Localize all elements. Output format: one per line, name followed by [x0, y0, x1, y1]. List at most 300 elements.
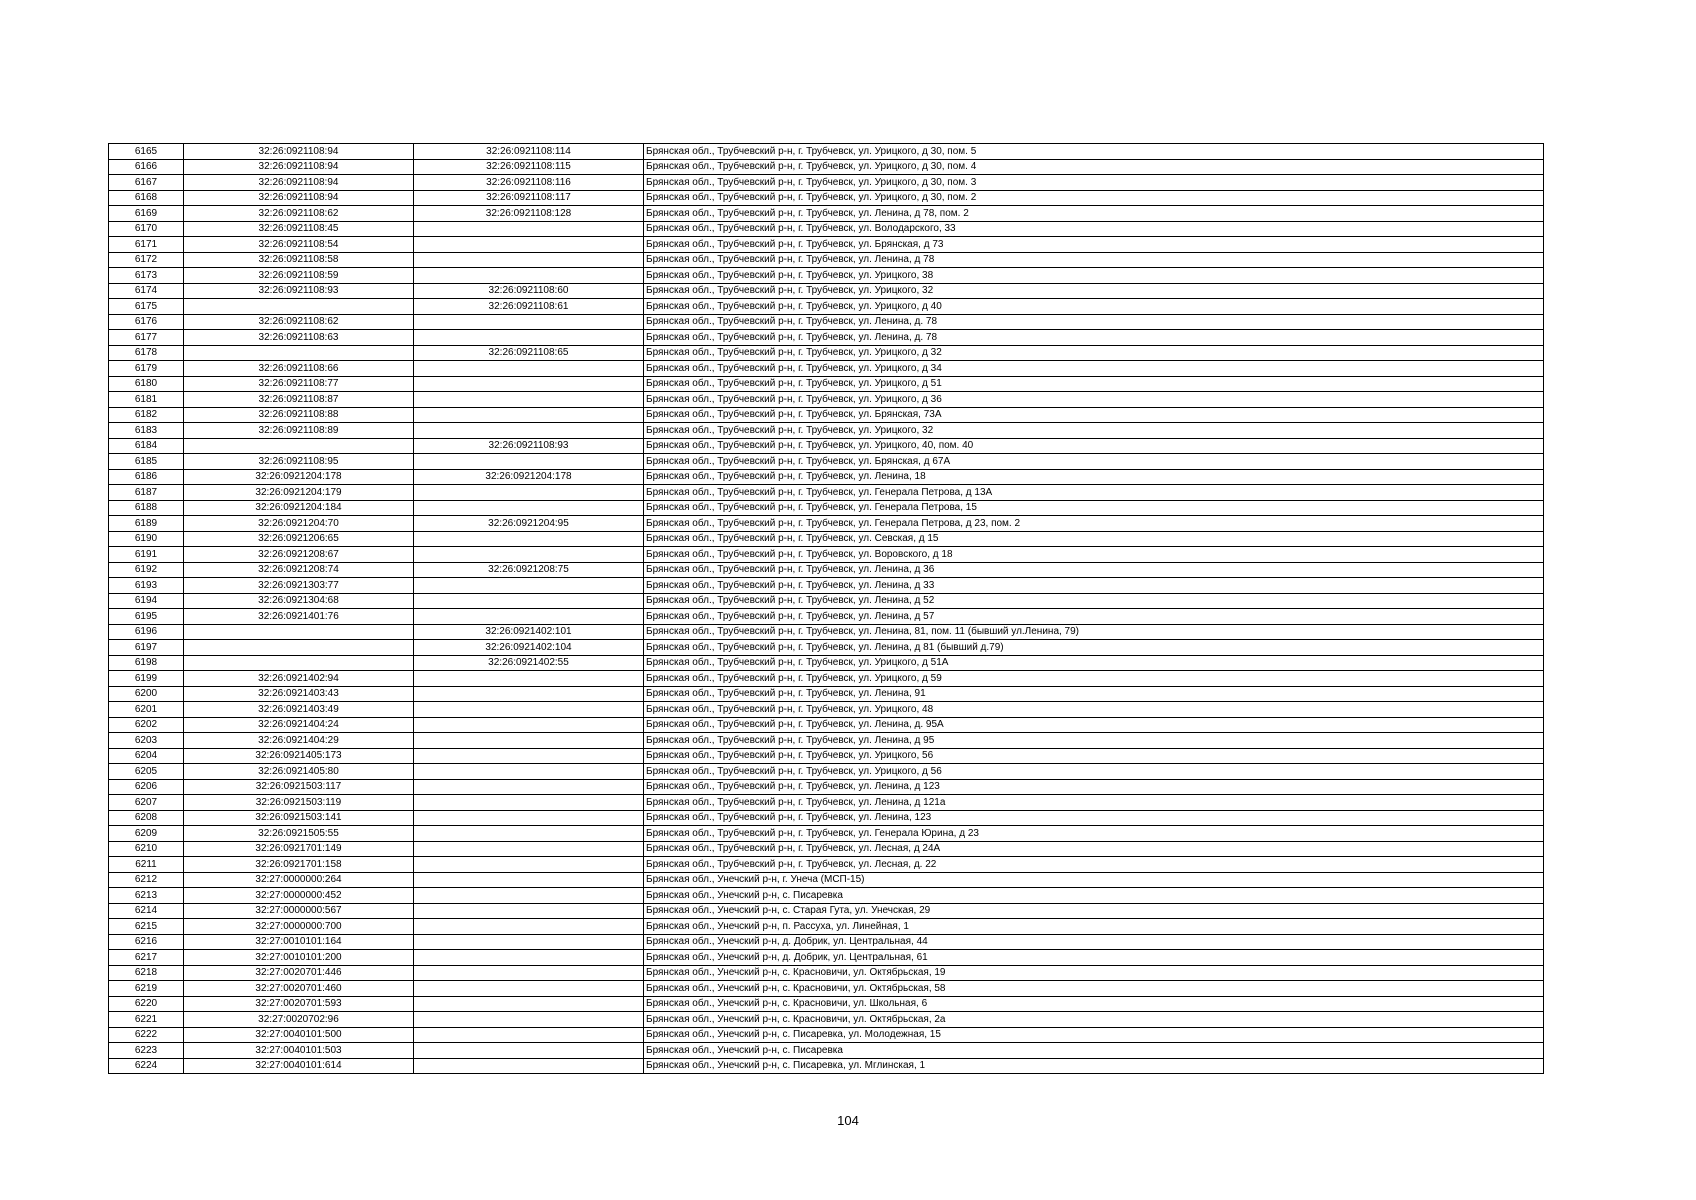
- parcel-cadastral-number-cell: [184, 624, 414, 640]
- table-row: [109, 671, 1544, 687]
- row-number-cell: 6205: [109, 764, 184, 780]
- address-cell: Брянская обл., Трубчевский р-н, г. Трубчевск, ул. Урицкого, 48: [644, 702, 1544, 718]
- object-cadastral-number-cell: 32:26:0921108:117: [414, 190, 644, 206]
- table-row: [109, 593, 1544, 609]
- address-cell: Брянская обл., Трубчевский р-н, г. Трубчевск, ул. Ленина, д 52: [644, 593, 1544, 609]
- address-cell: Брянская обл., Унечский р-н, с. Красновичи, ул. Школьная, 6: [644, 996, 1544, 1012]
- object-cadastral-number-cell: [414, 454, 644, 470]
- page-number: 104: [837, 1113, 859, 1128]
- row-number-cell: 6166: [109, 159, 184, 175]
- parcel-cadastral-number-cell: 32:26:0921405:80: [184, 764, 414, 780]
- object-cadastral-number-cell: 32:26:0921108:60: [414, 283, 644, 299]
- parcel-cadastral-number-cell: 32:26:0921108:94: [184, 159, 414, 175]
- address-cell: Брянская обл., Трубчевский р-н, г. Трубчевск, ул. Брянская, д 67А: [644, 454, 1544, 470]
- address-cell: Брянская обл., Трубчевский р-н, г. Трубчевск, ул. Урицкого, 38: [644, 268, 1544, 284]
- parcel-cadastral-number-cell: 32:26:0921108:89: [184, 423, 414, 439]
- object-cadastral-number-cell: 32:26:0921402:101: [414, 624, 644, 640]
- address-cell: Брянская обл., Трубчевский р-н, г. Трубчевск, ул. Ленина, д 121а: [644, 795, 1544, 811]
- address-cell: Брянская обл., Трубчевский р-н, г. Трубчевск, ул. Урицкого, д 56: [644, 764, 1544, 780]
- row-number-cell: 6186: [109, 469, 184, 485]
- parcel-cadastral-number-cell: 32:26:0921401:76: [184, 609, 414, 625]
- object-cadastral-number-cell: [414, 407, 644, 423]
- address-cell: Брянская обл., Унечский р-н, с. Красновичи, ул. Октябрьская, 2а: [644, 1012, 1544, 1028]
- table-row: [109, 950, 1544, 966]
- row-number-cell: 6206: [109, 779, 184, 795]
- object-cadastral-number-cell: [414, 330, 644, 346]
- row-number-cell: 6201: [109, 702, 184, 718]
- parcel-cadastral-number-cell: 32:26:0921208:67: [184, 547, 414, 563]
- address-cell: Брянская обл., Трубчевский р-н, г. Трубчевск, ул. Генерала Юрина, д 23: [644, 826, 1544, 842]
- table-row: [109, 361, 1544, 377]
- address-cell: Брянская обл., Трубчевский р-н, г. Трубчевск, ул. Урицкого, д 30, пом. 2: [644, 190, 1544, 206]
- row-number-cell: 6219: [109, 981, 184, 997]
- parcel-cadastral-number-cell: 32:26:0921108:87: [184, 392, 414, 408]
- object-cadastral-number-cell: [414, 686, 644, 702]
- row-number-cell: 6197: [109, 640, 184, 656]
- address-cell: Брянская обл., Трубчевский р-н, г. Трубчевск, ул. Ленина, д 57: [644, 609, 1544, 625]
- parcel-cadastral-number-cell: 32:26:0921108:54: [184, 237, 414, 253]
- row-number-cell: 6209: [109, 826, 184, 842]
- table-row: [109, 237, 1544, 253]
- object-cadastral-number-cell: [414, 392, 644, 408]
- table-row: [109, 392, 1544, 408]
- table-row: [109, 330, 1544, 346]
- object-cadastral-number-cell: [414, 950, 644, 966]
- object-cadastral-number-cell: [414, 981, 644, 997]
- object-cadastral-number-cell: [414, 888, 644, 904]
- row-number-cell: 6168: [109, 190, 184, 206]
- table-row: [109, 888, 1544, 904]
- address-cell: Брянская обл., Трубчевский р-н, г. Трубчевск, ул. Ленина, 123: [644, 810, 1544, 826]
- address-cell: Брянская обл., Трубчевский р-н, г. Трубчевск, ул. Урицкого, д 59: [644, 671, 1544, 687]
- parcel-cadastral-number-cell: 32:26:0921108:62: [184, 206, 414, 222]
- parcel-cadastral-number-cell: 32:26:0921204:178: [184, 469, 414, 485]
- parcel-cadastral-number-cell: 32:26:0921108:88: [184, 407, 414, 423]
- object-cadastral-number-cell: [414, 500, 644, 516]
- row-number-cell: 6177: [109, 330, 184, 346]
- row-number-cell: 6171: [109, 237, 184, 253]
- object-cadastral-number-cell: [414, 919, 644, 935]
- address-cell: Брянская обл., Унечский р-н, с. Красновичи, ул. Октябрьская, 58: [644, 981, 1544, 997]
- object-cadastral-number-cell: [414, 795, 644, 811]
- object-cadastral-number-cell: 32:26:0921108:115: [414, 159, 644, 175]
- parcel-cadastral-number-cell: 32:26:0921505:55: [184, 826, 414, 842]
- object-cadastral-number-cell: [414, 996, 644, 1012]
- object-cadastral-number-cell: 32:26:0921108:93: [414, 438, 644, 454]
- table-row: [109, 485, 1544, 501]
- row-number-cell: 6176: [109, 314, 184, 330]
- object-cadastral-number-cell: [414, 361, 644, 377]
- parcel-cadastral-number-cell: 32:26:0921404:24: [184, 717, 414, 733]
- parcel-cadastral-number-cell: 32:27:0040101:500: [184, 1027, 414, 1043]
- parcel-cadastral-number-cell: 32:27:0000000:452: [184, 888, 414, 904]
- row-number-cell: 6200: [109, 686, 184, 702]
- row-number-cell: 6181: [109, 392, 184, 408]
- parcel-cadastral-number-cell: 32:26:0921108:94: [184, 190, 414, 206]
- row-number-cell: 6199: [109, 671, 184, 687]
- parcel-cadastral-number-cell: 32:26:0921108:59: [184, 268, 414, 284]
- table-row: [109, 810, 1544, 826]
- object-cadastral-number-cell: [414, 237, 644, 253]
- row-number-cell: 6196: [109, 624, 184, 640]
- row-number-cell: 6179: [109, 361, 184, 377]
- row-number-cell: 6190: [109, 531, 184, 547]
- object-cadastral-number-cell: [414, 1027, 644, 1043]
- row-number-cell: 6195: [109, 609, 184, 625]
- row-number-cell: 6167: [109, 175, 184, 191]
- table-row: [109, 764, 1544, 780]
- parcel-cadastral-number-cell: 32:27:0020701:593: [184, 996, 414, 1012]
- row-number-cell: 6212: [109, 872, 184, 888]
- object-cadastral-number-cell: [414, 1058, 644, 1074]
- parcel-cadastral-number-cell: 32:26:0921108:66: [184, 361, 414, 377]
- table-row: [109, 609, 1544, 625]
- row-number-cell: 6182: [109, 407, 184, 423]
- parcel-cadastral-number-cell: 32:27:0010101:164: [184, 934, 414, 950]
- row-number-cell: 6221: [109, 1012, 184, 1028]
- row-number-cell: 6218: [109, 965, 184, 981]
- row-number-cell: 6208: [109, 810, 184, 826]
- row-number-cell: 6204: [109, 748, 184, 764]
- table-row: [109, 996, 1544, 1012]
- object-cadastral-number-cell: 32:26:0921204:95: [414, 516, 644, 532]
- table-row: [109, 206, 1544, 222]
- table-row: [109, 299, 1544, 315]
- parcel-cadastral-number-cell: 32:26:0921304:68: [184, 593, 414, 609]
- address-cell: Брянская обл., Трубчевский р-н, г. Трубчевск, ул. Лесная, д. 22: [644, 857, 1544, 873]
- table-row: [109, 934, 1544, 950]
- parcel-cadastral-number-cell: 32:26:0921204:184: [184, 500, 414, 516]
- object-cadastral-number-cell: [414, 531, 644, 547]
- object-cadastral-number-cell: [414, 376, 644, 392]
- address-cell: Брянская обл., Трубчевский р-н, г. Трубчевск, ул. Ленина, д 78, пом. 2: [644, 206, 1544, 222]
- table-row: [109, 376, 1544, 392]
- address-cell: Брянская обл., Унечский р-н, с. Писаревка: [644, 888, 1544, 904]
- row-number-cell: 6180: [109, 376, 184, 392]
- registry-table: [108, 143, 1544, 1074]
- address-cell: Брянская обл., Унечский р-н, с. Писаревка, ул. Мглинская, 1: [644, 1058, 1544, 1074]
- parcel-cadastral-number-cell: 32:26:0921204:179: [184, 485, 414, 501]
- address-cell: Брянская обл., Унечский р-н, д. Добрик, ул. Центральная, 44: [644, 934, 1544, 950]
- address-cell: Брянская обл., Трубчевский р-н, г. Трубчевск, ул. Урицкого, 32: [644, 283, 1544, 299]
- parcel-cadastral-number-cell: 32:26:0921405:173: [184, 748, 414, 764]
- row-number-cell: 6202: [109, 717, 184, 733]
- table-row: [109, 190, 1544, 206]
- row-number-cell: 6215: [109, 919, 184, 935]
- object-cadastral-number-cell: [414, 423, 644, 439]
- parcel-cadastral-number-cell: 32:26:0921204:70: [184, 516, 414, 532]
- address-cell: Брянская обл., Трубчевский р-н, г. Трубчевск, ул. Генерала Петрова, д 23, пом. 2: [644, 516, 1544, 532]
- table-row: [109, 733, 1544, 749]
- table-row: [109, 144, 1544, 160]
- parcel-cadastral-number-cell: 32:26:0921403:49: [184, 702, 414, 718]
- address-cell: Брянская обл., Трубчевский р-н, г. Трубчевск, ул. Урицкого, д 36: [644, 392, 1544, 408]
- table-row: [109, 221, 1544, 237]
- row-number-cell: 6194: [109, 593, 184, 609]
- row-number-cell: 6191: [109, 547, 184, 563]
- address-cell: Брянская обл., Унечский р-н, п. Рассуха, ул. Линейная, 1: [644, 919, 1544, 935]
- object-cadastral-number-cell: 32:26:0921108:128: [414, 206, 644, 222]
- object-cadastral-number-cell: 32:26:0921108:114: [414, 144, 644, 160]
- address-cell: Брянская обл., Унечский р-н, г. Унеча (МСП-15): [644, 872, 1544, 888]
- address-cell: Брянская обл., Трубчевский р-н, г. Трубчевск, ул. Ленина, 18: [644, 469, 1544, 485]
- row-number-cell: 6224: [109, 1058, 184, 1074]
- table-row: [109, 175, 1544, 191]
- address-cell: Брянская обл., Трубчевский р-н, г. Трубчевск, ул. Ленина, д 95: [644, 733, 1544, 749]
- address-cell: Брянская обл., Трубчевский р-н, г. Трубчевск, ул. Воровского, д 18: [644, 547, 1544, 563]
- parcel-cadastral-number-cell: 32:26:0921108:58: [184, 252, 414, 268]
- parcel-cadastral-number-cell: 32:26:0921503:119: [184, 795, 414, 811]
- row-number-cell: 6211: [109, 857, 184, 873]
- address-cell: Брянская обл., Трубчевский р-н, г. Трубчевск, ул. Урицкого, д 34: [644, 361, 1544, 377]
- object-cadastral-number-cell: [414, 578, 644, 594]
- parcel-cadastral-number-cell: 32:26:0921108:93: [184, 283, 414, 299]
- object-cadastral-number-cell: [414, 485, 644, 501]
- parcel-cadastral-number-cell: 32:26:0921108:94: [184, 175, 414, 191]
- parcel-cadastral-number-cell: 32:26:0921503:117: [184, 779, 414, 795]
- parcel-cadastral-number-cell: 32:26:0921108:62: [184, 314, 414, 330]
- address-cell: Брянская обл., Трубчевский р-н, г. Трубчевск, ул. Ленина, 81, пом. 11 (бывший ул.Ленина, 79): [644, 624, 1544, 640]
- parcel-cadastral-number-cell: 32:27:0020701:460: [184, 981, 414, 997]
- row-number-cell: 6216: [109, 934, 184, 950]
- address-cell: Брянская обл., Трубчевский р-н, г. Трубчевск, ул. Урицкого, д 32: [644, 345, 1544, 361]
- row-number-cell: 6178: [109, 345, 184, 361]
- object-cadastral-number-cell: [414, 702, 644, 718]
- table-row: [109, 826, 1544, 842]
- parcel-cadastral-number-cell: 32:26:0921108:95: [184, 454, 414, 470]
- address-cell: Брянская обл., Трубчевский р-н, г. Трубчевск, ул. Урицкого, 32: [644, 423, 1544, 439]
- row-number-cell: 6198: [109, 655, 184, 671]
- table-row: [109, 454, 1544, 470]
- object-cadastral-number-cell: [414, 221, 644, 237]
- parcel-cadastral-number-cell: [184, 655, 414, 671]
- table-row: [109, 562, 1544, 578]
- table-row: [109, 407, 1544, 423]
- row-number-cell: 6174: [109, 283, 184, 299]
- table-row: [109, 655, 1544, 671]
- parcel-cadastral-number-cell: 32:27:0020701:446: [184, 965, 414, 981]
- address-cell: Брянская обл., Унечский р-н, с. Старая Гута, ул. Унечская, 29: [644, 903, 1544, 919]
- address-cell: Брянская обл., Трубчевский р-н, г. Трубчевск, ул. Ленина, д. 78: [644, 314, 1544, 330]
- parcel-cadastral-number-cell: 32:26:0921503:141: [184, 810, 414, 826]
- object-cadastral-number-cell: [414, 268, 644, 284]
- address-cell: Брянская обл., Трубчевский р-н, г. Трубчевск, ул. Брянская, 73А: [644, 407, 1544, 423]
- parcel-cadastral-number-cell: 32:26:0921402:94: [184, 671, 414, 687]
- row-number-cell: 6203: [109, 733, 184, 749]
- object-cadastral-number-cell: 32:26:0921402:55: [414, 655, 644, 671]
- table-row: [109, 903, 1544, 919]
- row-number-cell: 6207: [109, 795, 184, 811]
- object-cadastral-number-cell: 32:26:0921108:61: [414, 299, 644, 315]
- table-row: [109, 857, 1544, 873]
- address-cell: Брянская обл., Трубчевский р-н, г. Трубчевск, ул. Ленина, д 36: [644, 562, 1544, 578]
- row-number-cell: 6217: [109, 950, 184, 966]
- table-row: [109, 686, 1544, 702]
- address-cell: Брянская обл., Трубчевский р-н, г. Трубчевск, ул. Урицкого, д 30, пом. 3: [644, 175, 1544, 191]
- parcel-cadastral-number-cell: 32:26:0921404:29: [184, 733, 414, 749]
- object-cadastral-number-cell: 32:26:0921108:116: [414, 175, 644, 191]
- table-row: [109, 1058, 1544, 1074]
- row-number-cell: 6192: [109, 562, 184, 578]
- table-row: [109, 624, 1544, 640]
- address-cell: Брянская обл., Трубчевский р-н, г. Трубчевск, ул. Ленина, д 81 (бывший д.79): [644, 640, 1544, 656]
- object-cadastral-number-cell: 32:26:0921204:178: [414, 469, 644, 485]
- table-row: [109, 965, 1544, 981]
- address-cell: Брянская обл., Трубчевский р-н, г. Трубчевск, ул. Ленина, д. 95А: [644, 717, 1544, 733]
- table-row: [109, 872, 1544, 888]
- table-row: [109, 841, 1544, 857]
- row-number-cell: 6222: [109, 1027, 184, 1043]
- object-cadastral-number-cell: [414, 857, 644, 873]
- table-row: [109, 500, 1544, 516]
- object-cadastral-number-cell: [414, 314, 644, 330]
- row-number-cell: 6187: [109, 485, 184, 501]
- table-row: [109, 1027, 1544, 1043]
- address-cell: Брянская обл., Трубчевский р-н, г. Трубчевск, ул. Ленина, д. 78: [644, 330, 1544, 346]
- address-cell: Брянская обл., Трубчевский р-н, г. Трубчевск, ул. Урицкого, 40, пом. 40: [644, 438, 1544, 454]
- table-row: [109, 469, 1544, 485]
- table-row: [109, 1012, 1544, 1028]
- address-cell: Брянская обл., Трубчевский р-н, г. Трубчевск, ул. Генерала Петрова, 15: [644, 500, 1544, 516]
- parcel-cadastral-number-cell: 32:26:0921108:77: [184, 376, 414, 392]
- address-cell: Брянская обл., Трубчевский р-н, г. Трубчевск, ул. Урицкого, 56: [644, 748, 1544, 764]
- address-cell: Брянская обл., Трубчевский р-н, г. Трубчевск, ул. Ленина, д 123: [644, 779, 1544, 795]
- address-cell: Брянская обл., Трубчевский р-н, г. Трубчевск, ул. Володарского, 33: [644, 221, 1544, 237]
- object-cadastral-number-cell: [414, 934, 644, 950]
- address-cell: Брянская обл., Трубчевский р-н, г. Трубчевск, ул. Урицкого, д 51А: [644, 655, 1544, 671]
- object-cadastral-number-cell: [414, 1043, 644, 1059]
- table-row: [109, 1043, 1544, 1059]
- address-cell: Брянская обл., Унечский р-н, с. Писаревка: [644, 1043, 1544, 1059]
- address-cell: Брянская обл., Трубчевский р-н, г. Трубчевск, ул. Брянская, д 73: [644, 237, 1544, 253]
- address-cell: Брянская обл., Трубчевский р-н, г. Трубчевск, ул. Ленина, д 33: [644, 578, 1544, 594]
- parcel-cadastral-number-cell: [184, 640, 414, 656]
- parcel-cadastral-number-cell: [184, 345, 414, 361]
- table-row: [109, 748, 1544, 764]
- row-number-cell: 6185: [109, 454, 184, 470]
- address-cell: Брянская обл., Трубчевский р-н, г. Трубчевск, ул. Урицкого, д 30, пом. 4: [644, 159, 1544, 175]
- parcel-cadastral-number-cell: 32:27:0040101:503: [184, 1043, 414, 1059]
- row-number-cell: 6188: [109, 500, 184, 516]
- parcel-cadastral-number-cell: 32:26:0921208:74: [184, 562, 414, 578]
- parcel-cadastral-number-cell: 32:26:0921701:158: [184, 857, 414, 873]
- table-row: [109, 314, 1544, 330]
- table-row: [109, 717, 1544, 733]
- address-cell: Брянская обл., Трубчевский р-н, г. Трубчевск, ул. Урицкого, д 30, пом. 5: [644, 144, 1544, 160]
- parcel-cadastral-number-cell: 32:26:0921108:94: [184, 144, 414, 160]
- row-number-cell: 6183: [109, 423, 184, 439]
- row-number-cell: 6165: [109, 144, 184, 160]
- address-cell: Брянская обл., Трубчевский р-н, г. Трубчевск, ул. Урицкого, д 40: [644, 299, 1544, 315]
- table-row: [109, 345, 1544, 361]
- address-cell: Брянская обл., Унечский р-н, с. Писаревка, ул. Молодежная, 15: [644, 1027, 1544, 1043]
- registry-table-body: [109, 144, 1544, 1074]
- object-cadastral-number-cell: [414, 733, 644, 749]
- row-number-cell: 6169: [109, 206, 184, 222]
- object-cadastral-number-cell: 32:26:0921208:75: [414, 562, 644, 578]
- table-row: [109, 640, 1544, 656]
- table-row: [109, 547, 1544, 563]
- row-number-cell: 6220: [109, 996, 184, 1012]
- parcel-cadastral-number-cell: 32:26:0921303:77: [184, 578, 414, 594]
- table-row: [109, 981, 1544, 997]
- parcel-cadastral-number-cell: 32:26:0921403:43: [184, 686, 414, 702]
- row-number-cell: 6193: [109, 578, 184, 594]
- table-row: [109, 779, 1544, 795]
- row-number-cell: 6223: [109, 1043, 184, 1059]
- parcel-cadastral-number-cell: 32:27:0020702:96: [184, 1012, 414, 1028]
- object-cadastral-number-cell: [414, 748, 644, 764]
- object-cadastral-number-cell: [414, 903, 644, 919]
- parcel-cadastral-number-cell: 32:27:0010101:200: [184, 950, 414, 966]
- row-number-cell: 6189: [109, 516, 184, 532]
- parcel-cadastral-number-cell: 32:27:0000000:700: [184, 919, 414, 935]
- object-cadastral-number-cell: [414, 872, 644, 888]
- parcel-cadastral-number-cell: 32:26:0921206:65: [184, 531, 414, 547]
- address-cell: Брянская обл., Унечский р-н, д. Добрик, ул. Центральная, 61: [644, 950, 1544, 966]
- object-cadastral-number-cell: [414, 826, 644, 842]
- table-row: [109, 438, 1544, 454]
- row-number-cell: 6214: [109, 903, 184, 919]
- table-row: [109, 268, 1544, 284]
- row-number-cell: 6172: [109, 252, 184, 268]
- address-cell: Брянская обл., Трубчевский р-н, г. Трубчевск, ул. Урицкого, д 51: [644, 376, 1544, 392]
- object-cadastral-number-cell: [414, 717, 644, 733]
- table-row: [109, 516, 1544, 532]
- parcel-cadastral-number-cell: 32:27:0040101:614: [184, 1058, 414, 1074]
- table-row: [109, 283, 1544, 299]
- object-cadastral-number-cell: [414, 609, 644, 625]
- object-cadastral-number-cell: [414, 764, 644, 780]
- parcel-cadastral-number-cell: [184, 299, 414, 315]
- table-row: [109, 252, 1544, 268]
- table-row: [109, 159, 1544, 175]
- table-row: [109, 423, 1544, 439]
- row-number-cell: 6213: [109, 888, 184, 904]
- parcel-cadastral-number-cell: [184, 438, 414, 454]
- table-row: [109, 919, 1544, 935]
- object-cadastral-number-cell: [414, 1012, 644, 1028]
- row-number-cell: 6173: [109, 268, 184, 284]
- row-number-cell: 6210: [109, 841, 184, 857]
- table-row: [109, 578, 1544, 594]
- object-cadastral-number-cell: [414, 593, 644, 609]
- address-cell: Брянская обл., Трубчевский р-н, г. Трубчевск, ул. Лесная, д 24А: [644, 841, 1544, 857]
- object-cadastral-number-cell: [414, 547, 644, 563]
- parcel-cadastral-number-cell: 32:27:0000000:567: [184, 903, 414, 919]
- address-cell: Брянская обл., Унечский р-н, с. Красновичи, ул. Октябрьская, 19: [644, 965, 1544, 981]
- row-number-cell: 6170: [109, 221, 184, 237]
- address-cell: Брянская обл., Трубчевский р-н, г. Трубчевск, ул. Севская, д 15: [644, 531, 1544, 547]
- row-number-cell: 6184: [109, 438, 184, 454]
- address-cell: Брянская обл., Трубчевский р-н, г. Трубчевск, ул. Ленина, д 78: [644, 252, 1544, 268]
- table-row: [109, 702, 1544, 718]
- parcel-cadastral-number-cell: 32:27:0000000:264: [184, 872, 414, 888]
- row-number-cell: 6175: [109, 299, 184, 315]
- object-cadastral-number-cell: 32:26:0921108:65: [414, 345, 644, 361]
- table-row: [109, 531, 1544, 547]
- table-row: [109, 795, 1544, 811]
- object-cadastral-number-cell: 32:26:0921402:104: [414, 640, 644, 656]
- address-cell: Брянская обл., Трубчевский р-н, г. Трубчевск, ул. Ленина, 91: [644, 686, 1544, 702]
- address-cell: Брянская обл., Трубчевский р-н, г. Трубчевск, ул. Генерала Петрова, д 13А: [644, 485, 1544, 501]
- object-cadastral-number-cell: [414, 841, 644, 857]
- parcel-cadastral-number-cell: 32:26:0921108:63: [184, 330, 414, 346]
- parcel-cadastral-number-cell: 32:26:0921108:45: [184, 221, 414, 237]
- object-cadastral-number-cell: [414, 779, 644, 795]
- object-cadastral-number-cell: [414, 671, 644, 687]
- object-cadastral-number-cell: [414, 965, 644, 981]
